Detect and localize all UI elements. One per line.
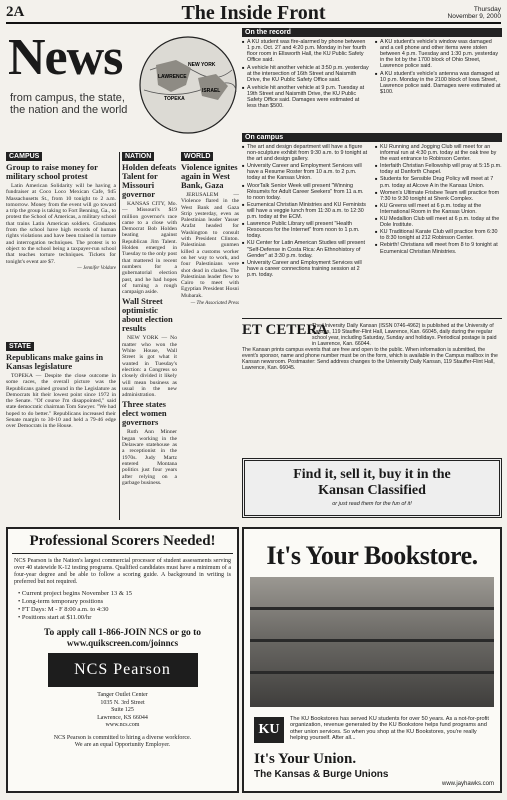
list-item: ■ The art and design department will have a figure non-sculpture exhibit from 9:30 a.m. to 9 tonight at the art and design gallery. <box>242 144 369 162</box>
list-item: ■ University Career and Employment Services will have a career connections training session at 2 p.m. today. <box>242 260 369 278</box>
bookstore-tagline: The Kansas & Burge Unions <box>254 769 389 780</box>
ku-logo: KU <box>254 717 284 743</box>
on-the-record-label: On the record <box>242 28 502 37</box>
ncs-intro: NCS Pearson is the Nation's largest commercial processor of student assessments serving over 40 statewide K-12 testing programs. Qualified candidates must have a minimum of a four-year degree and be able to follow a scoring guide. A background in writing is preferred but not required. <box>14 558 231 585</box>
list-item: ■ KU Center for Latin American Studies will present "Self-Defense in Costa Rica: An Ethnohistory of Gender" at 3:30 p.m. today. <box>242 240 369 258</box>
ncs-website-link[interactable]: www.ncs.com <box>105 722 140 728</box>
ncs-pearson-logo: NCS Pearson <box>48 653 198 687</box>
issue-date: Thursday November 9, 2000 <box>447 6 501 20</box>
et-cetera-title: ET CETERA <box>242 322 329 338</box>
list-item: ■ Lawrence Public Library will present "Health Resources for the Internet" from noon to 1 p.m. today. <box>242 221 369 239</box>
campus-section-label: CAMPUS <box>6 152 42 161</box>
on-campus-col-2 <box>375 144 502 279</box>
on-the-record-col-1 <box>242 39 369 111</box>
bookstore-headline: It's Your Bookstore. <box>266 541 478 570</box>
nation-section-label: NATION <box>122 152 154 161</box>
list-item: ■ University Career and Employment Services will have a Resume Roster from 10 a.m. to 2 p.m. today at the Kansas Union. <box>242 163 369 181</box>
list-item: • FT Days: M - F 8:00 a.m. to 4:30 <box>18 606 109 613</box>
list-item: • Long-term temporary positions <box>18 598 104 605</box>
udk-statement: The University Daily Kansan (ISSN 0746-4962) is published at the University of Kansas, 119 Stauffer-Flint Hall, Lawrence, Kan. 66045, daily during the regular school year, including Saturday, Sunday and holidays. Periodical postage is paid in Lawrence, Kan. 66044. <box>312 323 497 347</box>
wall-street-headline: Wall Street optimistic about election results <box>122 296 173 334</box>
wall-street-body: NEW YORK — No matter who won the White House, Wall Street is got what it wanted in Tuesday's election: a Congress so closely divided it likely will mean business as usual in the new administration. <box>122 335 177 399</box>
on-campus-col-1 <box>242 144 369 279</box>
column-divider <box>119 152 120 520</box>
et-cetera-note: The Kansan prints campus events that are free and open to the public. When information is submitted, the event's sponsor, name and phone number must be on the form, which is available in the Campus mailbox in the Kansan newsroom. Postmaster: Send address changes to the University Daily Kansan, 119 Stauffer-Flint Hall, Lawrence, Kan. 66045. <box>242 347 498 371</box>
on-the-record-col-2 <box>375 39 502 111</box>
globe-label-new-york: NEW YORK <box>188 62 216 68</box>
world-byline: — The Associated Press <box>190 300 239 306</box>
on-campus <box>242 133 502 279</box>
classified-line-2: Kansan Classified <box>318 483 426 498</box>
ncs-address: Tanger Outlet Center 1035 N. 3rd Street Suite 125 Lawrence, KS 66044 www.ncs.com <box>8 692 237 730</box>
nation-article <box>122 152 177 520</box>
state-article <box>6 342 116 520</box>
masthead <box>6 4 501 24</box>
campus-article <box>6 152 116 340</box>
et-cetera <box>242 318 502 438</box>
ncs-url-link[interactable]: www.quikscreen.com/joinncs <box>66 638 179 648</box>
news-header <box>6 30 241 150</box>
list-item: ■ WoorTalk Senior Week will present "Winning Résumés for Adult Career Seekers" from 11 a.m. to noon today. <box>242 183 369 201</box>
bookstore-photo <box>250 577 494 707</box>
state-body: TOPEKA — Despite the close outcome in some races, the overall picture was the Republicans gained ground in the Legislature as Democrats hit their lowest point since 1972 in the Senate. "Of course I'm disappointed," said state democratic chairman Tom Sawyer. "We had hoped to do better." Republicans increased their Senate margin to 30-10 and held a 79-46 edge over Democrats in the House. <box>6 373 116 430</box>
globe-label-israel: ISRAEL <box>202 88 221 94</box>
ncs-apply-line: To apply call 1-866-JOIN NCS or go to <box>43 628 202 638</box>
list-item: ■ KU Traditional Karate Club will practice from 6:30 to 8:30 tonight at 212 Robinson Center. <box>375 229 502 241</box>
section-title: The Inside Front <box>181 2 326 24</box>
on-the-record <box>242 28 502 111</box>
ncs-bullets <box>18 590 227 622</box>
bookstore-union-line: It's Your Union. <box>254 751 357 767</box>
women-governors-body: Ruth Ann Minner began working in the Delaware statehouse as a receptionist in the 1970s. Judy Martz entered Montana politics just four years after relying on a garbage business. <box>122 429 177 486</box>
list-item: ■ KU Medallion Club will meet at 6 p.m. today at the Dole Institute. <box>375 216 502 228</box>
globe-label-lawrence: LAWRENCE <box>158 74 187 80</box>
list-item: ■ A vehicle hit another vehicle at 3:50 p.m. yesterday at the intersection of 16th Street and Naismith Drive, the KU Public Safety Office said. <box>242 65 369 83</box>
bookstore-website-link[interactable]: www.jayhawks.com <box>441 781 494 787</box>
on-campus-label: On campus <box>242 133 502 142</box>
ncs-eoe-statement: NCS Pearson is committed to hiring a diverse workforce. We are an equal Opportunity Employer. <box>53 734 192 748</box>
nation-headline: Holden defeats Talent for Missouri governor <box>122 162 177 199</box>
state-headline: Republicans make gains in Kansas legislature <box>6 352 104 371</box>
list-item: ■ A KU student's vehicle's antenna was damaged at 10 p.m. Monday in the 2100 block of Iowa Street, Lawrence police said. Damages were estimated at $100. <box>375 71 502 95</box>
globe-label-topeka: TOPEKA <box>164 96 185 102</box>
classified-ad <box>242 458 502 518</box>
women-governors-headline: Three states elect women governors <box>122 399 167 428</box>
campus-byline: — Jennifer Voldare <box>77 266 116 272</box>
list-item: • Current project begins November 13 & 15 <box>18 590 133 597</box>
page-number: 2A <box>6 4 25 20</box>
list-item: ■ Ecumenical Christian Ministries and KU Feminists will have a veggie lunch from 11:30 a.m. to 12:30 p.m. today at the ECM. <box>242 202 369 220</box>
state-section-label: STATE <box>6 342 34 351</box>
ncs-pearson-ad <box>6 527 239 793</box>
list-item: ■ KU Running and Jogging Club will meet for an informal run at 4:30 p.m. today at the oak tree by the east entrance to Robinson Center. <box>375 144 502 162</box>
list-item: ■ Interfaith Christian Fellowship will pray at 5:15 p.m. today at Danforth Chapel. <box>375 163 502 175</box>
list-item: ■ Rebirth! Christians will meet from 8 to 9 tonight at Ecumenical Christian Ministries. <box>375 242 502 254</box>
list-item: • Positions start at $11.00/hr <box>18 614 92 621</box>
bookstore-ad <box>242 527 502 793</box>
world-section-label: WORLD <box>181 152 213 161</box>
list-item: ■ Women's Ultimate Frisbee Team will practice from 7:30 to 9:30 tonight at Shenk Complex. <box>375 190 502 202</box>
nation-body: KANSAS CITY, Mo. — Missouri's $19 million governor's race came to a close with Democrat Bob Holden beating against Republican Jim Talent. Holden emerged in Tuesday to the only post that mattered in recent numbers for a gubernatorial election past, and he had hopes of turning a rough campaign aside. <box>122 201 177 296</box>
world-article <box>181 152 239 520</box>
bookstore-text: The KU Bookstores has served KU students for over 50 years. As a not-for-profit organization, revenue generated by the KU Bookstore helps fund programs and other union services. So when you shop at the KU Bookstores, you're really helping yourself. After all... <box>290 716 489 742</box>
news-subtitle: from campus, the state, the nation and the world <box>10 92 128 116</box>
classified-line-3: or just read them for the fun of it! <box>332 501 412 507</box>
list-item: ■ A KU student was fire-alarmed by phone between 1 p.m. Oct. 27 and 4:20 p.m. Monday in her fourth floor room in Ellsworth Hall, the KU Public Safety Office said. <box>242 39 369 63</box>
news-wordmark: News <box>8 29 123 86</box>
campus-body: Latin American Solidarity will be having a fundraiser at Coco Loco Mexican Cafe, 945 Massachusetts St., from 10 tonight to 2 a.m. tomorrow. Money from the event will go toward a trip the group is taking to Fort Benning, Ga., to protest the School of Americas, a military school that trains Latin American soldiers. Graduates from the school have high records of human rights violations and have been trained in torture and interrogation techniques. The protest is to object to the school being a taxpayer-run school that teaches torture techniques. Tickets for tonight's event are $7. <box>6 183 116 265</box>
list-item: ■ KU Greens will meet at 6 p.m. today at the International Room in the Kansas Union. <box>375 203 502 215</box>
list-item: ■ Students for Sensible Drug Policy will meet at 7 p.m. today at Alcove A in the Kansas Union. <box>375 176 502 188</box>
list-item: ■ A vehicle hit another vehicle at 9 p.m. Tuesday at 19th Street and Naismith Drive, the KU Public Safety Office said. Damages were estimated at less than $500. <box>242 85 369 109</box>
list-item: ■ A KU student's vehicle's window was damaged and a cell phone and other items were stolen between 4 p.m. Tuesday and 1:30 p.m. yesterday in the lot by the 1700 block of Ohio Street, Lawrence police said. <box>375 39 502 69</box>
classified-line-1: Find it, sell it, buy it in the <box>293 467 451 482</box>
world-body: JERUSALEM — Violence flared in the West Bank and Gaza Strip yesterday, even as Palestinian leader Yasser Arafat headed for Washington to consult with President Clinton. Palestinian gunmen killed a customs worker on her way to work, and four Palestinians were shot dead in clashes. The Palestinian leader flew to Cairo to meet with Egyptian President Hosni Mubarak. <box>181 192 239 299</box>
world-headline: Violence ignites again in West Bank, Gaza <box>181 162 238 190</box>
campus-headline: Group to raise money for military school protest <box>6 162 98 181</box>
ncs-headline: Professional Scorers Needed! <box>12 529 233 554</box>
globe-icon <box>136 30 241 145</box>
